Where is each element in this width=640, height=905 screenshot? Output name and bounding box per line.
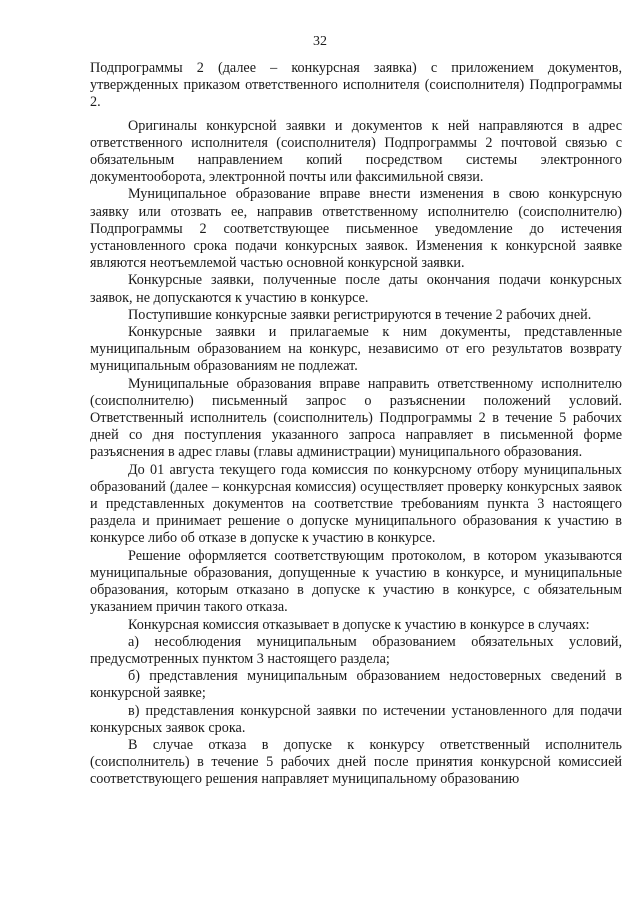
paragraph-decision-protocol: Решение оформляется соответствующим протоколом, в котором указываются муниципальные образования, допущенные к участию в конкурсе, и муниципальные образования, которым отказано в допуске к участию в конкурсе, с обязательным указанием причин такого отказа. (90, 547, 622, 616)
paragraph-changes: Муниципальное образование вправе внести изменения в свою конкурсную заявку или отозвать ее, направив ответственному исполнителю (соисполнителю) Подпрограммы 2 соответствующее письменное уведомление до истечения установленного срока подачи конкурсных заявок. Изменения к конкурсной заявке являются неотъемлемой частью основной конкурсной заявки. (90, 186, 622, 272)
list-item-a: а) несоблюдения муниципальным образованием обязательных условий, предусмотренных пунктом 3 настоящего раздела; (90, 633, 622, 667)
paragraph-refusal-notice: В случае отказа в допуске к конкурсу ответственный исполнитель (соисполнитель) в течение 5 рабочих дней после принятия конкурсной комиссией соответствующего решения направляет муниципальному образованию (90, 736, 622, 788)
paragraph-no-return: Конкурсные заявки и прилагаемые к ним документы, представленные муниципальным образованием на конкурс, независимо от его результатов возврату муниципальным образованиям не подлежат. (90, 324, 622, 375)
page-number: 32 (313, 34, 327, 49)
paragraph-continuation: Подпрограммы 2 (далее – конкурсная заявка) с приложением документов, утвержденных приказом ответственного исполнителя (соисполнителя) Подпрограммы 2. (90, 60, 622, 111)
paragraph-late-applications: Конкурсные заявки, полученные после даты окончания подачи конкурсных заявок, не допускаются к участию в конкурсе. (90, 272, 622, 306)
paragraph-originals: Оригиналы конкурсной заявки и документов к ней направляются в адрес ответственного исполнителя (соисполнителя) Подпрограммы 2 почтовой связью с обязательным направлением копий посредством системы электронного документооборота, электронной почты или факсимильной связи. (90, 117, 622, 186)
paragraph-commission-review: До 01 августа текущего года комиссия по конкурсному отбору муниципальных образований (далее – конкурсная комиссия) осуществляет проверку конкурсных заявок и представленных документов на соответствие требованиям пункта 3 настоящего раздела и принимает решение о допуске муниципального образования к участию в конкурсе либо об отказе в допуске к участию в конкурсе. (90, 461, 622, 547)
document-body (90, 60, 622, 789)
paragraph-registration: Поступившие конкурсные заявки регистрируются в течение 2 рабочих дней. (128, 306, 592, 323)
paragraph-refusal-cases: Конкурсная комиссия отказывает в допуске к участию в конкурсе в случаях: (128, 616, 590, 633)
list-item-c: в) представления конкурсной заявки по истечении установленного для подачи конкурсных заявок срока. (90, 702, 622, 736)
paragraph-clarification-request: Муниципальные образования вправе направить ответственному исполнителю (соисполнителю) письменный запрос о разъяснении положений условий. Ответственный исполнитель (соисполнитель) Подпрограммы 2 в течение 5 рабочих дней со дня поступления указанного запроса направляет в письменной форме разъяснения в адрес главы (главы администрации) муниципального образования. (90, 375, 622, 461)
list-item-b: б) представления муниципальным образованием недостоверных сведений в конкурсной заявке; (90, 668, 622, 702)
